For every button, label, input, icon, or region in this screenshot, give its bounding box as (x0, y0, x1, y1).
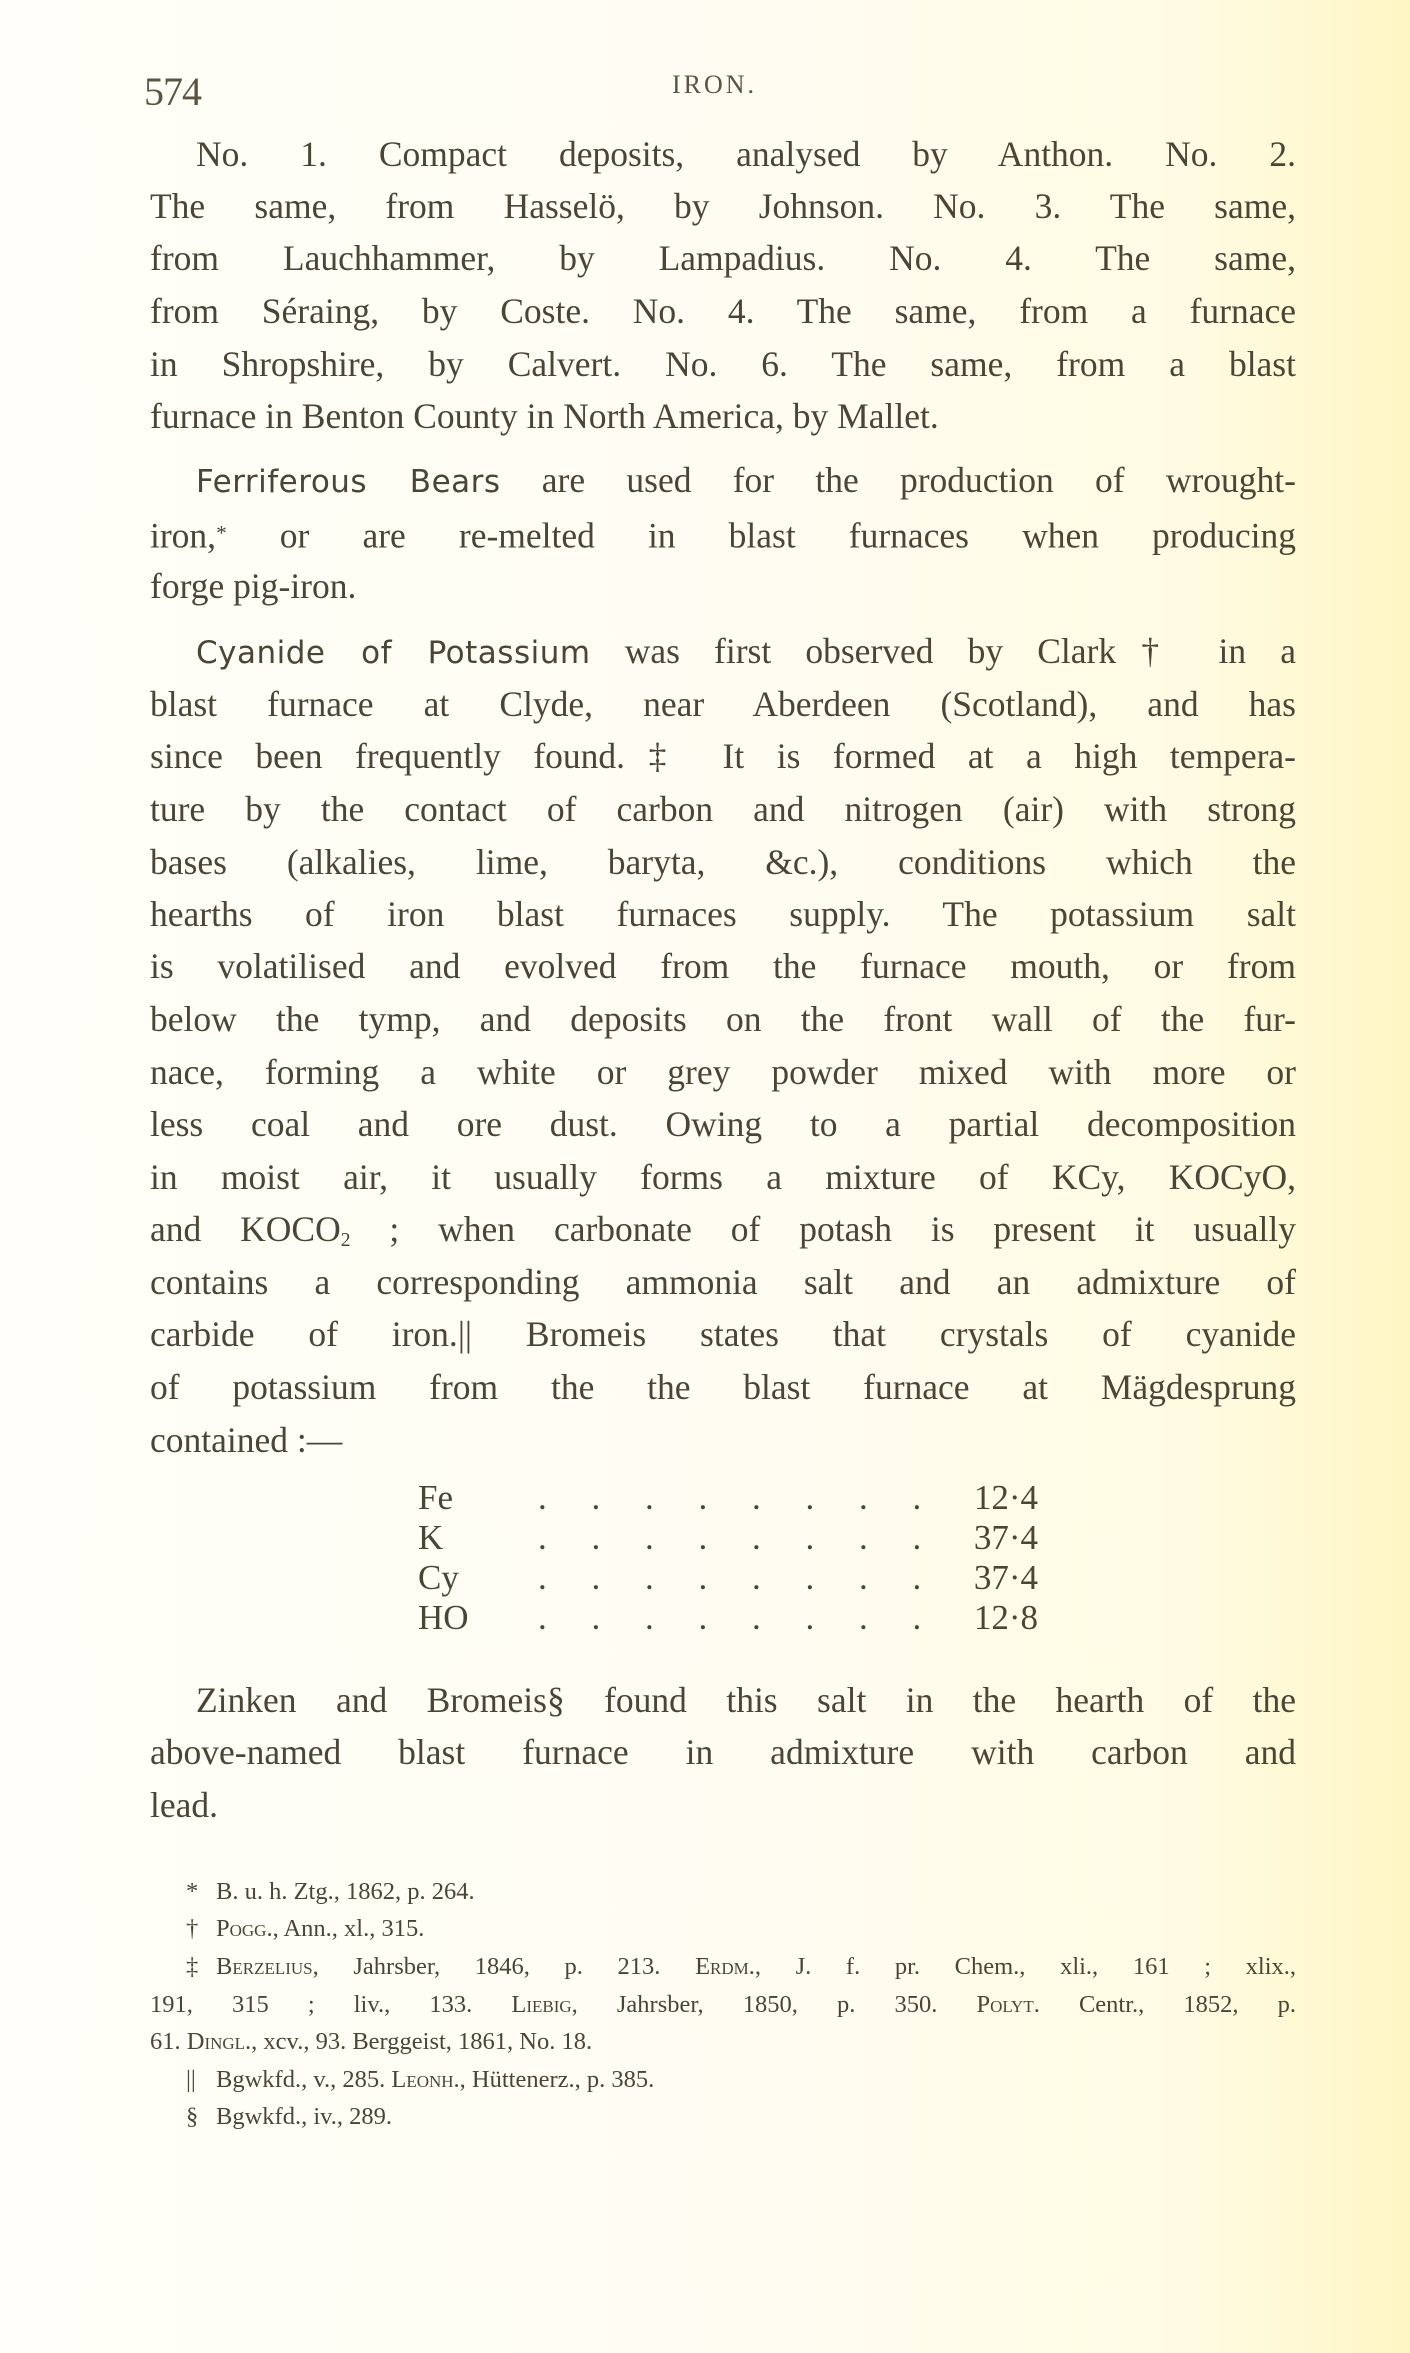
text-run: in a (1184, 631, 1297, 671)
text-line (150, 1207, 1296, 1263)
author-abbrev: Pogg. (216, 1915, 273, 1942)
footnote-text: Bgwkfd., iv., 289. (216, 2103, 393, 2130)
table-row (418, 1598, 1038, 1638)
text-line: ture by the contact of carbon and nitrogen (air) with strong (150, 789, 1296, 829)
text-line: from Séraing, by Coste. No. 4. The same, from a furnace (150, 291, 1296, 331)
text-run: since been frequently found. (150, 736, 626, 776)
leader-dots: . . . . . . . . (538, 1598, 940, 1637)
table-row (418, 1518, 1038, 1558)
leader-dots: . . . . . . . . (538, 1478, 940, 1517)
text-line: lead. (150, 1785, 219, 1825)
element-symbol: K (418, 1518, 444, 1557)
subscript: 2 (340, 1229, 351, 1251)
footnote-mark: † (186, 1915, 199, 1942)
text-line: No. 1. Compact deposits, analysed by Anthon. No. 2. (196, 134, 1296, 174)
text-line: less coal and ore dust. Owing to a partial decomposition (150, 1104, 1296, 1144)
text-line: above-named blast furnace in admixture with carbon and (150, 1732, 1296, 1772)
text-line: from Lauchhammer, by Lampadius. No. 4. The same, (150, 238, 1296, 278)
running-title: IRON. (672, 70, 758, 99)
footnote-ref[interactable]: || (457, 1314, 473, 1354)
footnote-ref[interactable]: * (216, 521, 227, 545)
text-line: The same, from Hasselö, by Johnson. No. 3. The same, (150, 186, 1296, 226)
author-abbrev: Leonh. (391, 2066, 460, 2093)
text-line: blast furnace at Clyde, near Aberdeen (Scotland), and has (150, 684, 1296, 724)
footnote (186, 1951, 1296, 1983)
footnote-text: , Ann., xl., 315. (272, 1915, 425, 1942)
page-number: 574 (144, 69, 201, 114)
footnote-text: , Jahrsber, 1850, p. 350. (571, 1991, 977, 2018)
footnote-ref[interactable]: ‡ (625, 736, 691, 776)
footnote-ref[interactable]: † (1116, 631, 1185, 671)
text-line: below the tymp, and deposits on the front wall of the fur- (150, 999, 1296, 1039)
text-run: carbide of iron. (150, 1314, 458, 1354)
footnote-mark: § (186, 2103, 199, 2130)
footnote (186, 2064, 1296, 2096)
footnote-ref[interactable]: § (546, 1680, 565, 1720)
text-run: and KOCO (150, 1209, 341, 1249)
text-line (150, 734, 1296, 778)
footnote-text: B. u. h. Ztg., 1862, p. 264. (216, 1878, 475, 1905)
section-heading: Ferriferous Bears (196, 464, 501, 500)
text-run: It is formed at a high tempera- (690, 736, 1296, 776)
text-line (196, 1678, 1296, 1722)
footnote-continuation (150, 1989, 1296, 2021)
element-symbol: Fe (418, 1478, 453, 1517)
footnote-mark: || (186, 2066, 196, 2093)
text-line (196, 629, 1296, 675)
text-line: in moist air, it usually forms a mixture of KCy, KOCyO, (150, 1157, 1296, 1197)
text-line: in Shropshire, by Calvert. No. 6. The same, from a blast (150, 344, 1296, 384)
text-line (196, 458, 1296, 504)
footnote-text: , J. f. pr. Chem., xli., 161 ; xlix., (754, 1953, 1296, 1980)
footnote-text: , Hüttenerz., p. 385. (459, 2066, 655, 2093)
author-abbrev: Berzelius (216, 1953, 313, 1980)
table-row (418, 1558, 1038, 1598)
footnote-mark: * (186, 1878, 199, 1905)
footnote-text: , xcv., 93. Berggeist, 1861, No. 18. (251, 2028, 593, 2055)
text-line (150, 511, 1296, 557)
author-abbrev: Liebig (511, 1991, 572, 2018)
text-run: Bromeis states that crystals of cyanide (472, 1314, 1296, 1354)
footnote-text: 61. (150, 2028, 187, 2055)
footnote-text: , Jahrsber, 1846, p. 213. (312, 1953, 696, 1980)
text-line: forge pig-iron. (150, 566, 357, 606)
author-abbrev: Erdm. (695, 1953, 755, 1980)
footnote-text: 191, 315 ; liv., 133. (150, 1991, 512, 2018)
footnote (186, 1913, 1296, 1945)
leader-dots: . . . . . . . . (538, 1518, 940, 1557)
element-value: 12·8 (973, 1598, 1038, 1637)
text-line: contains a corresponding ammonia salt and an admixture of (150, 1262, 1296, 1302)
text-run: was first observed by Clark (624, 631, 1117, 671)
footnote-text: Bgwkfd., v., 285. (216, 2066, 392, 2093)
element-value: 37·4 (973, 1518, 1038, 1557)
text-run: are used for the production of wrought- (541, 460, 1296, 500)
text-run: iron, (150, 515, 217, 556)
text-run: ; when carbonate of potash is present it usually (350, 1209, 1296, 1249)
element-symbol: Cy (418, 1558, 459, 1597)
element-value: 12·4 (973, 1478, 1038, 1517)
footnote (186, 2101, 1296, 2133)
text-run: Zinken and Bromeis (196, 1680, 547, 1720)
footnote-text: Centr., 1852, p. (1039, 1991, 1296, 2018)
author-abbrev: Dingl. (186, 2028, 252, 2055)
leader-dots: . . . . . . . . (538, 1558, 940, 1597)
text-run: found this salt in the hearth of the (564, 1680, 1296, 1720)
table-row (418, 1478, 1038, 1518)
text-line: hearths of iron blast furnaces supply. The potassium salt (150, 894, 1296, 934)
text-line: bases (alkalies, lime, baryta, &c.), conditions which the (150, 842, 1296, 882)
text-line: of potassium from the the blast furnace at Mägdesprung (150, 1367, 1296, 1407)
author-abbrev: Polyt. (976, 1991, 1040, 2018)
text-line: nace, forming a white or grey powder mixed with more or (150, 1052, 1296, 1092)
text-line: is volatilised and evolved from the furnace mouth, or from (150, 946, 1296, 986)
text-line: furnace in Benton County in North America, by Mallet. (150, 396, 939, 436)
footnote (186, 1876, 1296, 1908)
footnote-mark: ‡ (186, 1953, 199, 1980)
text-line: contained :— (150, 1420, 343, 1460)
text-run: or are re-melted in blast furnaces when producing (226, 515, 1296, 556)
footnote-continuation (150, 2026, 1296, 2058)
text-line (150, 1312, 1296, 1356)
element-value: 37·4 (973, 1558, 1038, 1597)
element-symbol: HO (418, 1598, 469, 1637)
section-heading: Cyanide of Potassium (196, 635, 591, 671)
